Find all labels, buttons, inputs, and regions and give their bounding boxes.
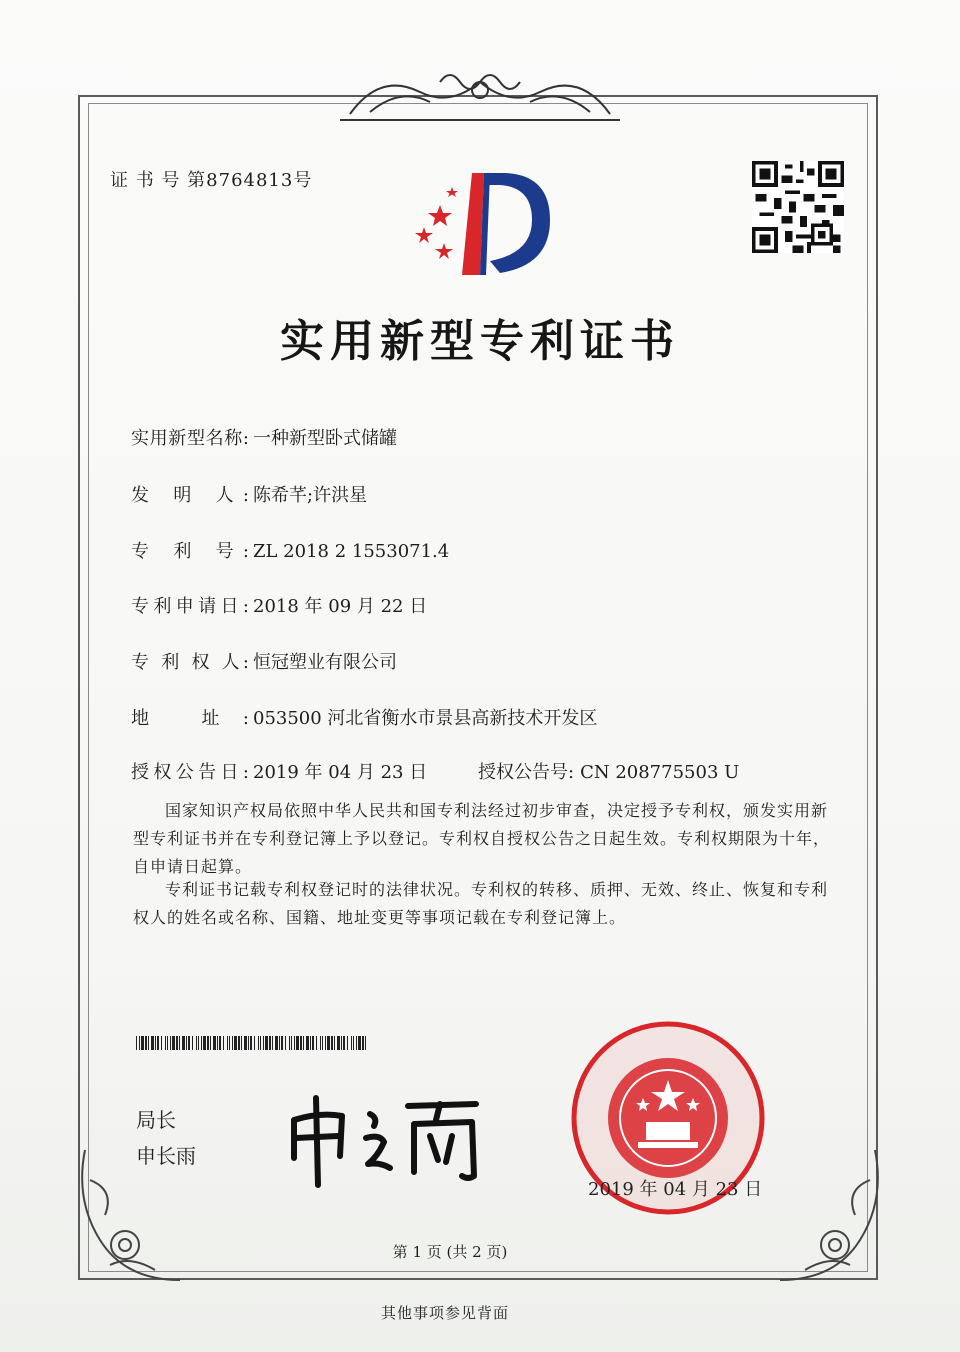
- field-value: 一种新型卧式储罐: [253, 428, 397, 449]
- bottom-right-ornament-icon: [770, 1140, 890, 1290]
- barcode-icon: [136, 1036, 368, 1050]
- field-value: 053500 河北省衡水市景县高新技术开发区: [253, 708, 598, 729]
- field-label: 授权公告日:: [131, 762, 249, 783]
- field-label: 地 址:: [131, 708, 249, 729]
- top-ornament-icon: [340, 62, 620, 124]
- qr-code-icon: [752, 161, 844, 253]
- field-label: 发 明 人:: [131, 485, 249, 506]
- field-value: CN 208775503 U: [580, 762, 740, 783]
- field-address: [131, 704, 597, 730]
- field-filing-date: [131, 592, 427, 618]
- certificate-number: [110, 166, 312, 192]
- statement-paragraph-1: 国家知识产权局依照中华人民共和国专利法经过初步审查，决定授予专利权，颁发实用新型专利证书并在专利登记簿上予以登记。专利权自授权公告之日起生效。专利权期限为十年，自申请日起算。: [133, 801, 831, 876]
- page-number: 第 1 页 (共 2 页): [392, 1243, 508, 1261]
- director-name: 申长雨: [136, 1144, 196, 1168]
- certificate-number-label: 证 书 号 第: [110, 170, 207, 191]
- field-label: 专 利 权 人:: [131, 652, 249, 673]
- field-patent-number: [131, 537, 449, 563]
- field-label: 授权公告号:: [478, 762, 575, 783]
- field-inventor: [131, 481, 367, 507]
- field-value: 2019 年 04 月 23 日: [253, 762, 428, 783]
- cnipa-logo-icon: [410, 165, 560, 280]
- field-utility-model-name: [131, 424, 397, 450]
- certificate-number-value: 8764813: [206, 170, 294, 191]
- document-title: 实用新型专利证书: [280, 316, 680, 367]
- footer-note: 其他事项参见背面: [380, 1304, 509, 1322]
- field-label: 实用新型名称:: [131, 428, 249, 449]
- director-title: 局长: [136, 1108, 176, 1132]
- certificate-number-suffix: 号: [293, 170, 313, 191]
- field-patentee: [131, 648, 397, 674]
- handwritten-signature-icon: [280, 1080, 490, 1190]
- field-value: ZL 2018 2 1553071.4: [253, 541, 450, 562]
- field-grant-date: [131, 758, 427, 784]
- statement-paragraph-2: 专利证书记载专利权登记时的法律状况。专利权的转移、质押、无效、终止、恢复和专利权人的姓名或名称、国籍、地址变更等事项记载在专利登记簿上。: [133, 880, 829, 927]
- field-value: 2018 年 09 月 22 日: [253, 596, 428, 617]
- field-value: 陈希芊;许洪星: [253, 485, 368, 506]
- field-value: 恒冠塑业有限公司: [253, 652, 397, 673]
- field-label: 专利申请日:: [131, 596, 249, 617]
- field-grant-number: [478, 758, 739, 784]
- seal-date: 2019 年 04 月 23 日: [588, 1179, 763, 1200]
- field-label: 专 利 号:: [131, 541, 249, 562]
